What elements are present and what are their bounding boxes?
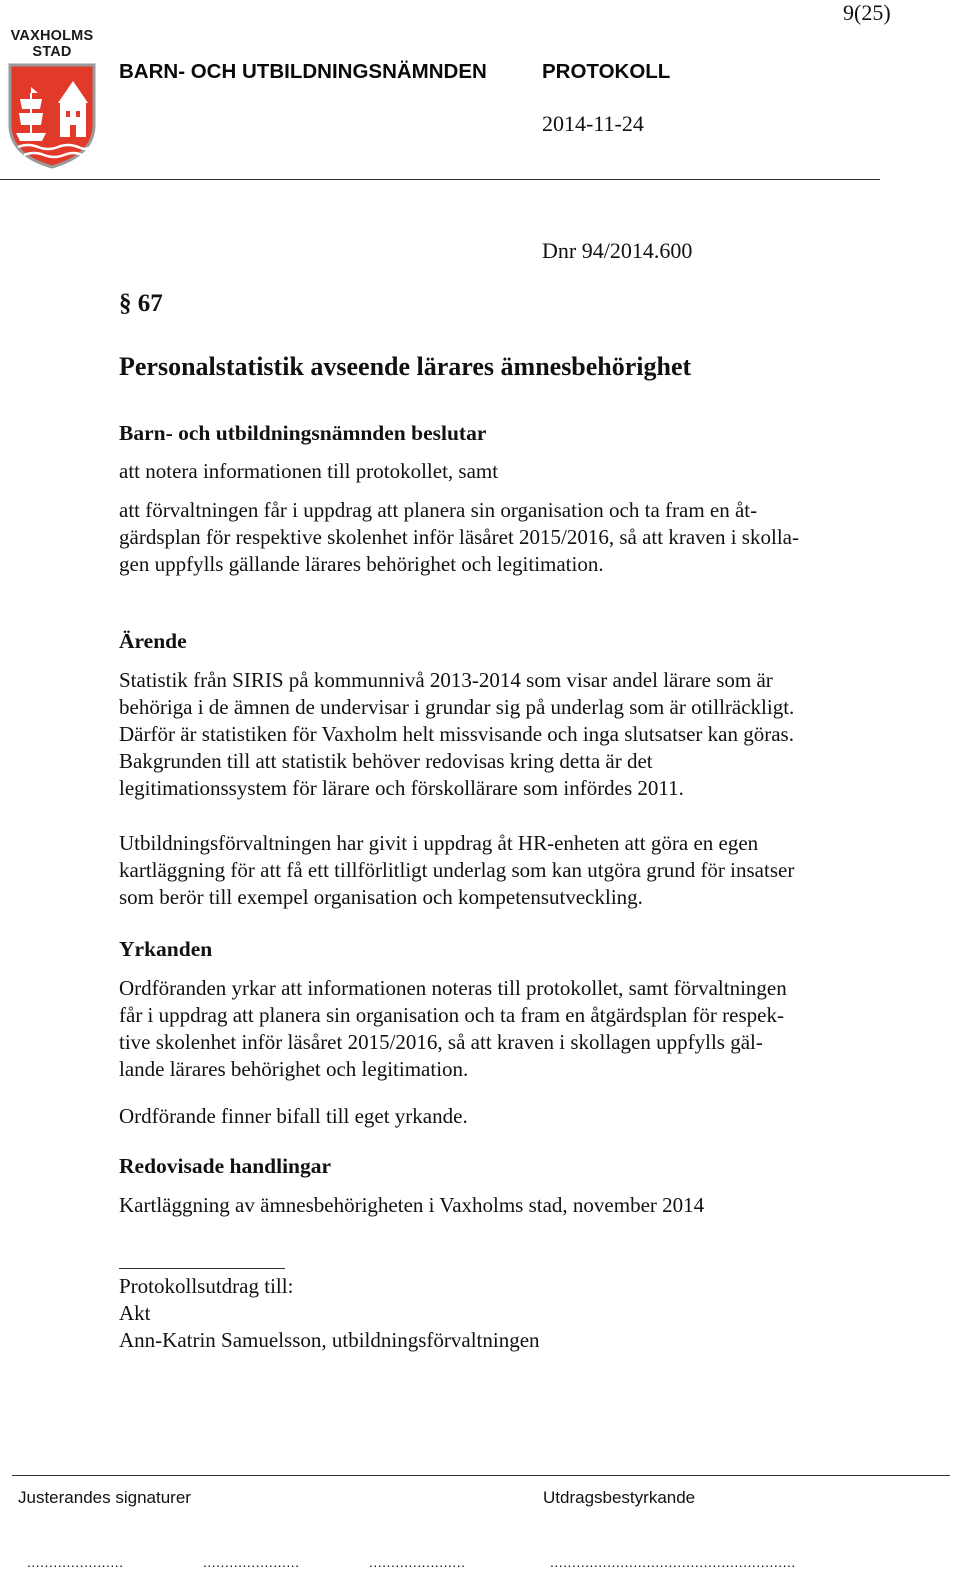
text-line: som berör till exempel organisation och kompetensutveckling. (119, 885, 643, 909)
document-type: PROTOKOLL (542, 60, 671, 83)
text-line: att notera informationen till protokollet, samt (119, 459, 499, 483)
text-line: gen uppfylls gällande lärares behörighet och legitimation. (119, 552, 604, 576)
text-line: Ordförande finner bifall till eget yrkande. (119, 1104, 468, 1128)
text-line: Utbildningsförvaltningen har givit i uppdrag åt HR-enheten att göra en egen (119, 831, 759, 855)
text-line: gärdsplan för respektive skolenhet inför läsåret 2015/2016, så att kraven i skolla- (119, 525, 799, 549)
beslut-line-1 (119, 458, 498, 485)
text-line: att förvaltningen får i uppdrag att planera sin organisation och ta fram en åt- (119, 498, 758, 522)
text-line: Bakgrunden till att statistik behöver redovisas kring detta är det (119, 749, 653, 773)
beslut-paragraph (119, 497, 799, 578)
yrkanden-heading: Yrkanden (119, 937, 213, 961)
arende-paragraph-1 (119, 667, 794, 802)
utdrag-recipient: Akt (119, 1301, 151, 1325)
text-line: behöriga i de ämnen de undervisar i grundar sig på underlag som är otillräckligt. (119, 695, 795, 719)
text-line: får i uppdrag att planera sin organisation och ta fram en åtgärdsplan för respek- (119, 1003, 784, 1027)
text-line: Ordföranden yrkar att informationen noteras till protokollet, samt förvaltningen (119, 976, 787, 1000)
utdrag-recipient: Ann-Katrin Samuelsson, utbildningsförvaltningen (119, 1328, 540, 1352)
utdrag-rule (119, 1268, 285, 1269)
diary-number: Dnr 94/2014.600 (542, 238, 693, 263)
vaxholm-logo (6, 28, 98, 170)
coat-of-arms-icon (6, 63, 98, 169)
handlingar-text (119, 1192, 704, 1219)
signature-line: ...................... (203, 1554, 300, 1570)
text-line: legitimationssystem för lärare och förskollärare som infördes 2011. (119, 776, 684, 800)
page-number: 9(25) (843, 0, 891, 25)
text-line: Statistik från SIRIS på kommunnivå 2013-2014 som visar andel lärare som är (119, 668, 773, 692)
signature-line: ...................... (27, 1554, 124, 1570)
utdrag-label: Protokollsutdrag till: (119, 1274, 294, 1298)
signature-line: ...................... (369, 1554, 466, 1570)
logo-text-line1: VAXHOLMS (10, 28, 94, 44)
header-rule (0, 179, 880, 180)
page-title: Personalstatistik avseende lärares ämnesbehörighet (119, 352, 692, 381)
certification-line: ........................................................ (550, 1554, 796, 1570)
arende-heading: Ärende (119, 629, 187, 653)
text-line: Kartläggning av ämnesbehörigheten i Vaxholms stad, november 2014 (119, 1193, 705, 1217)
text-line: tive skolenhet inför läsåret 2015/2016, så att kraven i skollagen uppfylls gäl- (119, 1030, 763, 1054)
footer-rule (12, 1475, 950, 1476)
text-line: lande lärares behörighet och legitimation. (119, 1057, 469, 1081)
text-line: Därför är statistiken för Vaxholm helt missvisande och inga slutsatser kan göras. (119, 722, 794, 746)
text-line: kartläggning för att få ett tillförlitligt underlag som kan utgöra grund för insatser (119, 858, 795, 882)
handlingar-heading: Redovisade handlingar (119, 1154, 332, 1178)
logo-text-line2: STAD (32, 44, 72, 60)
meeting-date: 2014-11-24 (542, 111, 644, 136)
yrkanden-paragraph-2 (119, 1103, 468, 1130)
utdragsbestyrkande-label: Utdragsbestyrkande (543, 1488, 696, 1507)
organization-name: BARN- OCH UTBILDNINGSNÄMNDEN (119, 60, 487, 83)
paragraph-number: § 67 (119, 290, 163, 317)
yrkanden-paragraph-1 (119, 975, 787, 1083)
justerandes-signaturer-label: Justerandes signaturer (18, 1488, 191, 1507)
arende-paragraph-2 (119, 830, 794, 911)
utdrag-block (119, 1273, 540, 1354)
beslut-heading: Barn- och utbildningsnämnden beslutar (119, 421, 487, 445)
